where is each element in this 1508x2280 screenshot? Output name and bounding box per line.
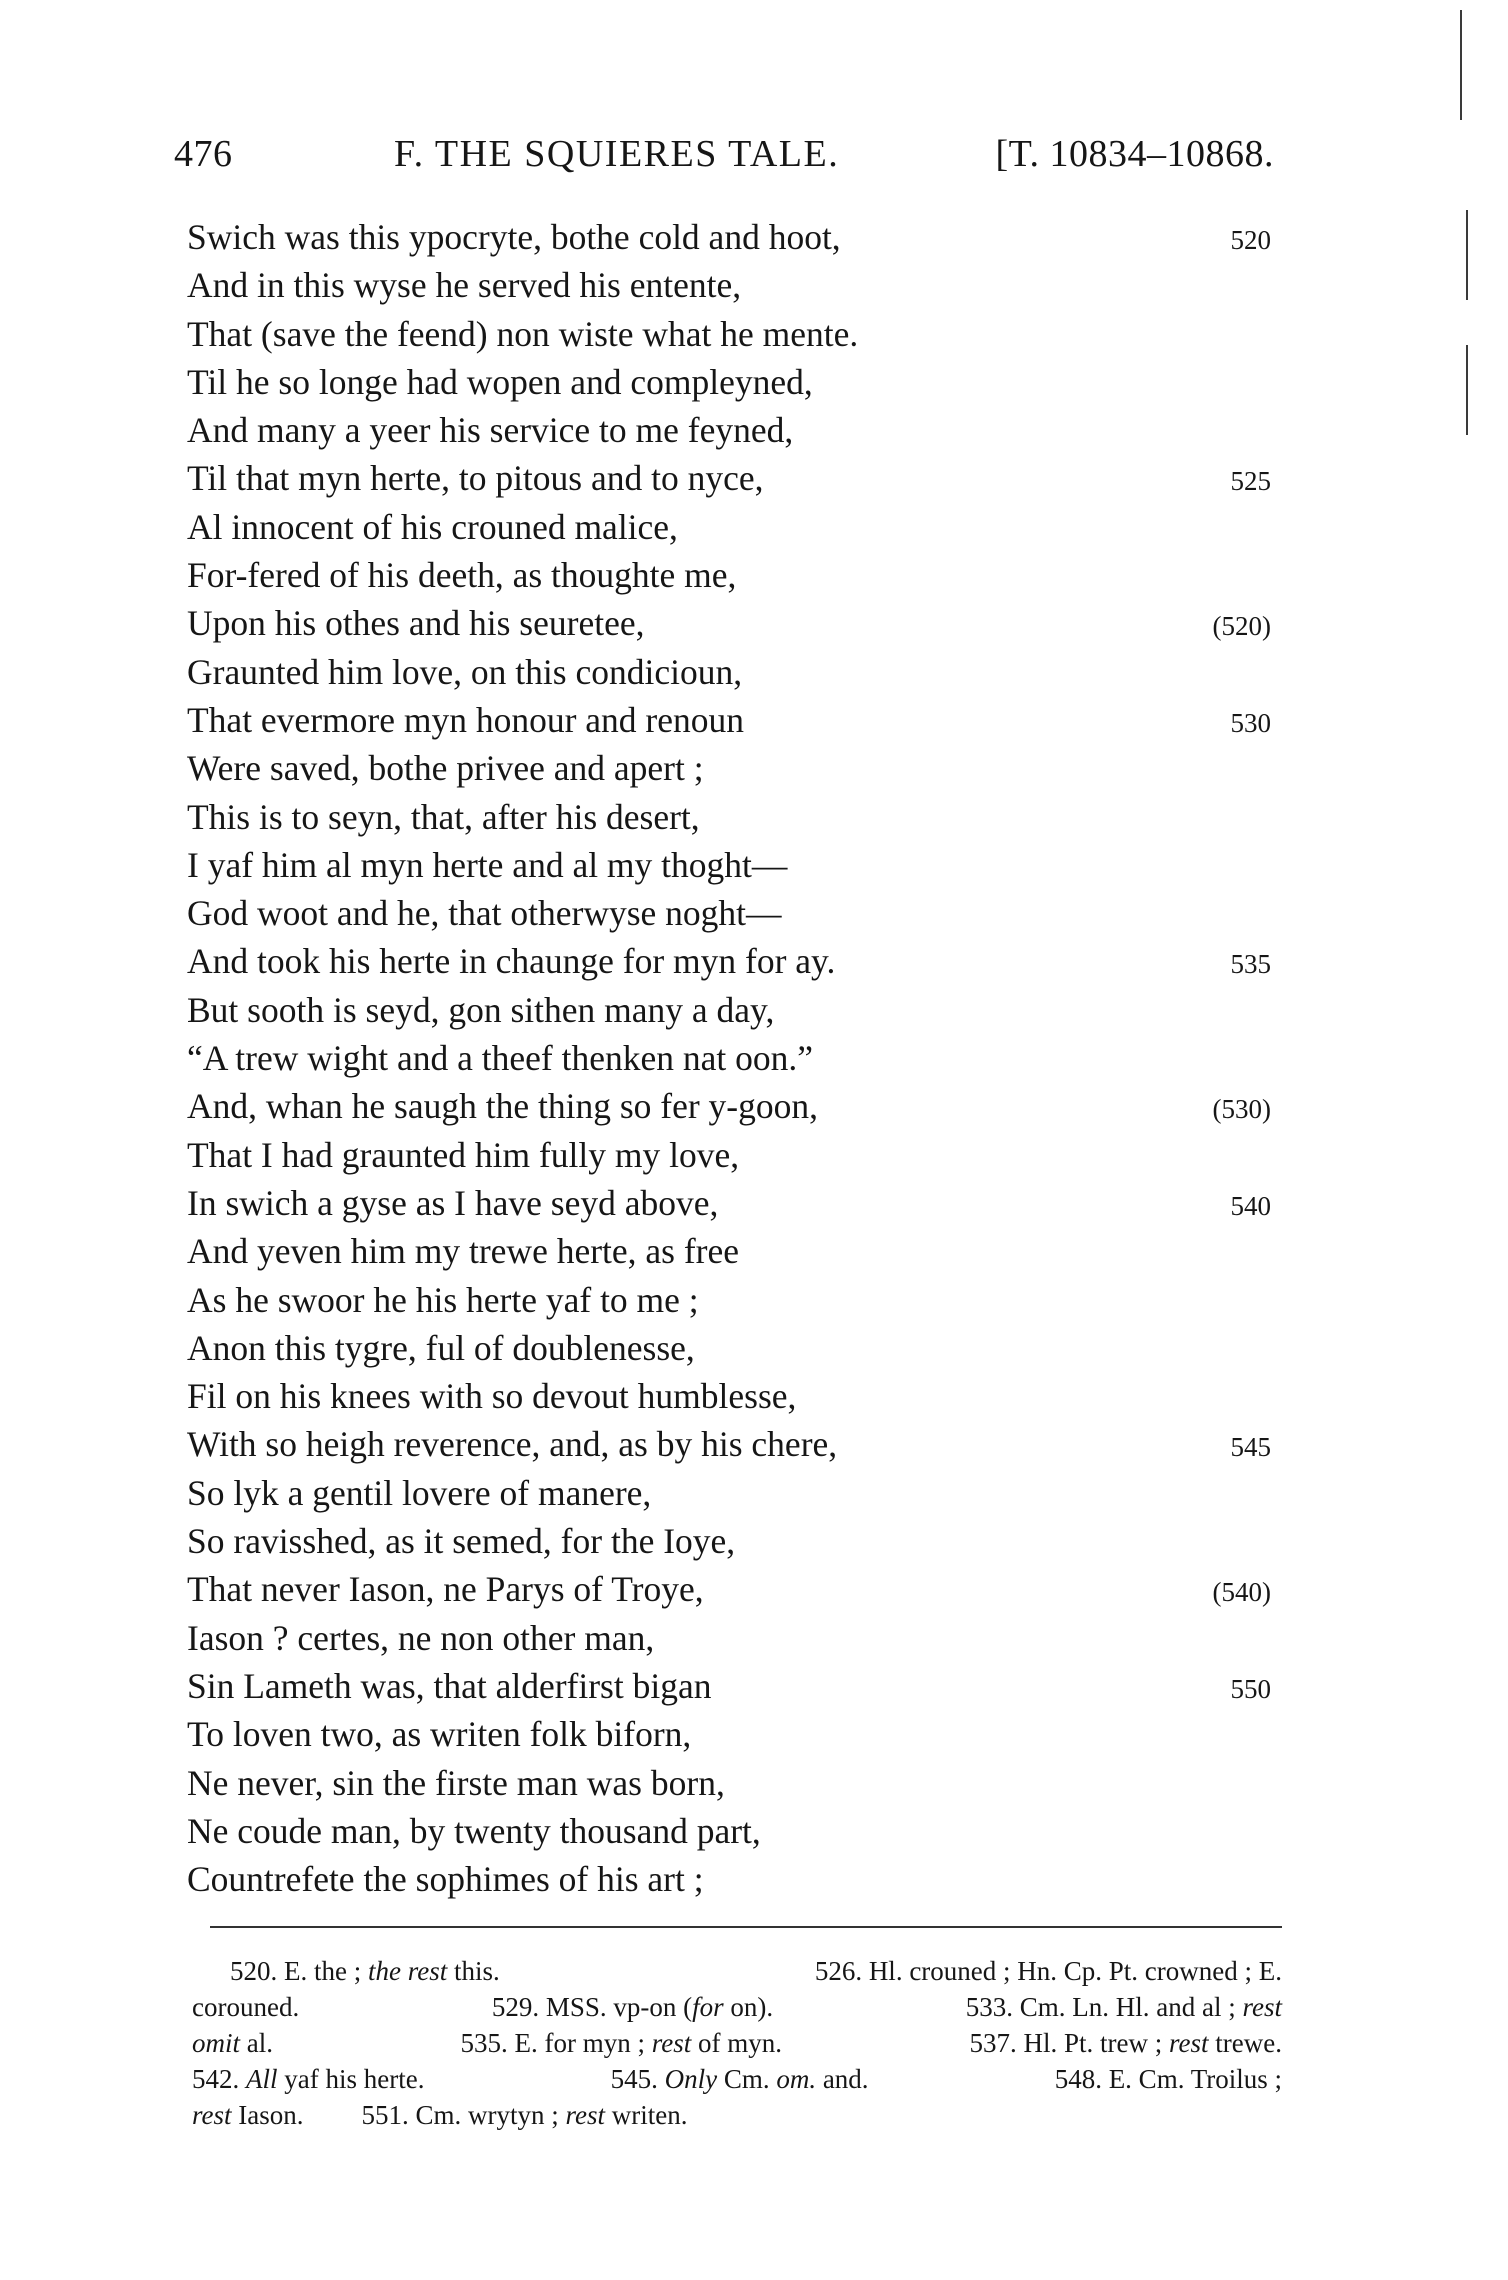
footnote-line bbox=[192, 1989, 1282, 2025]
verse-line bbox=[187, 599, 1287, 647]
note-text: and. bbox=[816, 2064, 869, 2094]
note-italic: the rest bbox=[367, 1956, 448, 1986]
footnote-533-cont bbox=[192, 2025, 273, 2061]
footnote-line bbox=[192, 1953, 1282, 1989]
verse-text: That (save the feend) non wiste what he mente. bbox=[187, 313, 859, 354]
verse-text: Ne never, sin the firste man was born, bbox=[187, 1762, 725, 1803]
verse-line bbox=[187, 841, 1287, 889]
verse-line bbox=[187, 937, 1287, 985]
note-italic: Only bbox=[664, 2064, 718, 2094]
verse-line bbox=[187, 744, 1287, 792]
page-title: F. THE SQUIERES TALE. bbox=[394, 133, 840, 175]
footnote-line bbox=[192, 2025, 1282, 2061]
verse-line bbox=[187, 1662, 1287, 1710]
verse-line bbox=[187, 213, 1287, 261]
verse-text: “A trew wight and a theef thenken nat oon.” bbox=[187, 1038, 813, 1079]
verse-text: As he swoor he his herte yaf to me ; bbox=[187, 1279, 699, 1320]
note-italic: for bbox=[692, 1992, 724, 2022]
note-text: 535. E. for myn ; bbox=[460, 2028, 652, 2058]
line-number: 535 bbox=[1230, 949, 1271, 980]
note-text: 529. MSS. vp-on ( bbox=[491, 1992, 693, 2022]
verse-line bbox=[187, 1855, 1287, 1903]
line-number: (530) bbox=[1212, 1094, 1271, 1125]
verse-line bbox=[187, 310, 1287, 358]
verse-text: For-fered of his deeth, as thoughte me, bbox=[187, 555, 737, 596]
note-text: writen. bbox=[605, 2100, 688, 2130]
verse-text: That I had graunted him fully my love, bbox=[187, 1134, 740, 1175]
verse-line bbox=[187, 696, 1287, 744]
note-text: 542. bbox=[192, 2064, 246, 2094]
verse-text: Graunted him love, on this condicioun, bbox=[187, 651, 743, 692]
verse-text: So lyk a gentil lovere of manere, bbox=[187, 1472, 652, 1513]
verse-line bbox=[187, 1131, 1287, 1179]
verse-text: And in this wyse he served his entente, bbox=[187, 265, 742, 306]
footnote-divider bbox=[210, 1926, 1282, 1928]
line-number: 530 bbox=[1230, 707, 1271, 738]
note-text: 520. E. the ; bbox=[230, 1956, 368, 1986]
note-text: yaf his herte. bbox=[277, 2064, 425, 2094]
verse-line bbox=[187, 1807, 1287, 1855]
verse-line bbox=[187, 648, 1287, 696]
note-text: 545. bbox=[610, 2064, 665, 2094]
verse-line bbox=[187, 454, 1287, 502]
note-text: on). bbox=[723, 1992, 774, 2022]
scan-mark-3 bbox=[1466, 345, 1468, 435]
verse-text: And many a yeer his service to me feyned, bbox=[187, 410, 794, 451]
note-italic: omit bbox=[192, 2028, 241, 2058]
note-italic: om. bbox=[776, 2064, 817, 2094]
footnote-533 bbox=[966, 1989, 1282, 2025]
line-number: (520) bbox=[1212, 611, 1271, 642]
footnote-551 bbox=[361, 2097, 687, 2133]
note-text: Iason. bbox=[231, 2100, 304, 2130]
verse-line bbox=[187, 1759, 1287, 1807]
running-header bbox=[174, 132, 1274, 182]
verse-line bbox=[187, 1276, 1287, 1324]
footnote-526 bbox=[815, 1953, 1282, 1989]
verse-text: Iason ? certes, ne non other man, bbox=[187, 1617, 655, 1658]
verse-line bbox=[187, 1324, 1287, 1372]
footnote-line bbox=[192, 2097, 1282, 2133]
line-number: 540 bbox=[1230, 1190, 1271, 1221]
verse-line bbox=[187, 551, 1287, 599]
verse-line bbox=[187, 1082, 1287, 1130]
verse-text: That evermore myn honour and renoun bbox=[187, 699, 744, 740]
verse-line bbox=[187, 406, 1287, 454]
verse-text: But sooth is seyd, gon sithen many a day, bbox=[187, 989, 775, 1030]
scan-mark-1 bbox=[1460, 10, 1462, 120]
verse-line bbox=[187, 793, 1287, 841]
footnote-548 bbox=[1055, 2061, 1282, 2097]
verse-line bbox=[187, 1179, 1287, 1227]
note-italic: rest bbox=[192, 2100, 232, 2130]
verse-line bbox=[187, 1372, 1287, 1420]
footnote-548-cont bbox=[192, 2097, 303, 2133]
verse-line bbox=[187, 1614, 1287, 1662]
note-text: 548. E. Cm. Troilus ; bbox=[1054, 2064, 1282, 2094]
note-text: trewe. bbox=[1208, 2028, 1282, 2058]
footnote-529 bbox=[492, 1989, 773, 2025]
line-reference: [T. 10834–10868. bbox=[995, 133, 1274, 175]
verse-text: Countrefete the sophimes of his art ; bbox=[187, 1859, 704, 1900]
footnote-535 bbox=[461, 2025, 782, 2061]
verse-text: I yaf him al myn herte and al my thoght— bbox=[187, 844, 788, 885]
note-italic: All bbox=[246, 2064, 278, 2094]
verse-line bbox=[187, 1710, 1287, 1758]
verse-text: This is to seyn, that, after his desert, bbox=[187, 796, 700, 837]
footnote-526-cont bbox=[192, 1989, 299, 2025]
note-text: this. bbox=[447, 1956, 500, 1986]
verse-text: With so heigh reverence, and, as by his chere, bbox=[187, 1424, 838, 1465]
note-text: of myn. bbox=[691, 2028, 783, 2058]
note-text: al. bbox=[240, 2028, 274, 2058]
verse-line bbox=[187, 261, 1287, 309]
verse-text: Al innocent of his crouned malice, bbox=[187, 506, 678, 547]
verse-text: And, whan he saugh the thing so fer y-goon, bbox=[187, 1086, 818, 1127]
note-text: 526. Hl. crouned ; Hn. Cp. Pt. crowned ; E. bbox=[814, 1956, 1282, 1986]
footnote-542 bbox=[192, 2061, 424, 2097]
verse-line bbox=[187, 889, 1287, 937]
footnote-537 bbox=[970, 2025, 1282, 2061]
note-text: corouned. bbox=[192, 1992, 300, 2022]
verse-text: Ne coude man, by twenty thousand part, bbox=[187, 1810, 761, 1851]
verse-text: Were saved, bothe privee and apert ; bbox=[187, 748, 704, 789]
verse-line bbox=[187, 1227, 1287, 1275]
note-text: 533. Cm. Ln. Hl. and al ; bbox=[965, 1992, 1243, 2022]
line-number: 520 bbox=[1230, 225, 1271, 255]
line-number: 550 bbox=[1230, 1673, 1271, 1704]
verse-text: Fil on his knees with so devout humblesse, bbox=[187, 1376, 797, 1417]
verse-text: Sin Lameth was, that alderfirst bigan bbox=[187, 1665, 712, 1706]
verse-text: And took his herte in chaunge for myn for ay. bbox=[187, 941, 836, 982]
verse-text: In swich a gyse as I have seyd above, bbox=[187, 1182, 719, 1223]
note-text: Cm. bbox=[717, 2064, 777, 2094]
note-text: 551. Cm. wrytyn ; bbox=[361, 2100, 566, 2130]
verse-line bbox=[187, 986, 1287, 1034]
footnote-545 bbox=[611, 2061, 869, 2097]
verse-line bbox=[187, 1517, 1287, 1565]
note-italic: rest bbox=[651, 2028, 692, 2058]
poem-text bbox=[187, 213, 1287, 1903]
verse-text: Til that myn herte, to pitous and to nyce, bbox=[187, 458, 764, 499]
verse-text: That never Iason, ne Parys of Troye, bbox=[187, 1569, 704, 1610]
note-italic: rest bbox=[565, 2100, 605, 2130]
footnote-520 bbox=[230, 1953, 500, 1989]
verse-text: So ravisshed, as it semed, for the Ioye, bbox=[187, 1521, 736, 1562]
verse-line bbox=[187, 1565, 1287, 1613]
verse-line bbox=[187, 1420, 1287, 1468]
verse-text: Til he so longe had wopen and compleyned, bbox=[187, 361, 813, 402]
footnote-line bbox=[192, 2061, 1282, 2097]
page-number: 476 bbox=[174, 133, 233, 175]
verse-text: Swich was this ypocryte, bothe cold and hoot, bbox=[187, 217, 841, 257]
line-number: 545 bbox=[1230, 1432, 1271, 1463]
verse-text: And yeven him my trewe herte, as free bbox=[187, 1231, 740, 1272]
verse-text: God woot and he, that otherwyse noght— bbox=[187, 893, 782, 934]
verse-line bbox=[187, 1034, 1287, 1082]
note-text: 537. Hl. Pt. trew ; bbox=[969, 2028, 1170, 2058]
note-italic: rest bbox=[1242, 1992, 1282, 2022]
verse-text: Anon this tygre, ful of doublenesse, bbox=[187, 1327, 695, 1368]
verse-text: Upon his othes and his seuretee, bbox=[187, 603, 645, 644]
verse-line bbox=[187, 1469, 1287, 1517]
line-number: (540) bbox=[1212, 1577, 1271, 1608]
line-number: 525 bbox=[1230, 466, 1271, 497]
verse-text: To loven two, as writen folk biforn, bbox=[187, 1714, 692, 1755]
verse-line bbox=[187, 503, 1287, 551]
footnotes bbox=[192, 1953, 1282, 2133]
note-italic: rest bbox=[1169, 2028, 1209, 2058]
verse-line bbox=[187, 358, 1287, 406]
scan-mark-2 bbox=[1466, 210, 1468, 300]
